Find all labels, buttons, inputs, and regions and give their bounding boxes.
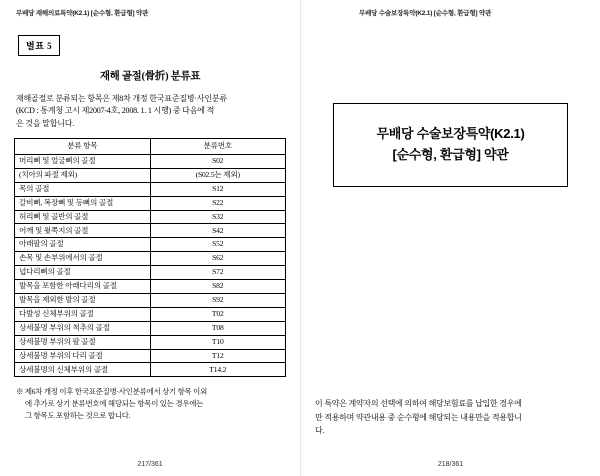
policy-footer-note [315, 397, 586, 438]
cell-classification-code: T12 [150, 349, 286, 363]
table-row [15, 349, 286, 363]
page-title-left: 재해 골절(骨折) 분류표 [99, 71, 201, 82]
note-line-3: 그 항목도 포함하는 것으로 합니다. [25, 411, 131, 421]
footer-line-1: 이 특약은 계약자의 선택에 의하여 해당보험료를 납입한 경우에 [315, 399, 522, 409]
cell-classification-name: 머리뼈 및 얼굴뼈의 골절 [15, 154, 151, 168]
table-row [15, 293, 286, 307]
cell-classification-code: S02 [150, 154, 286, 168]
cell-classification-code: S52 [150, 238, 286, 252]
column-header-code: 분류번호 [150, 139, 286, 155]
cell-classification-name: 목의 골절 [15, 182, 151, 196]
cell-classification-name: 발목을 포함한 아래다리의 골절 [15, 280, 151, 294]
cell-classification-code: T10 [150, 335, 286, 349]
cell-classification-name: 상세불명의 신체부위의 골절 [15, 363, 151, 377]
cell-classification-code: T08 [150, 321, 286, 335]
cell-classification-code: (S02.5는 제외) [150, 168, 286, 182]
table-label-badge: 별표 5 [18, 35, 60, 56]
table-row [15, 224, 286, 238]
footer-line-2: 만 적용하며 약관내용 중 순수형에 해당되는 내용만을 적용합니 [315, 412, 522, 422]
cell-classification-name: 상세불명 부위의 척추의 골절 [15, 321, 151, 335]
cell-classification-code: S42 [150, 224, 286, 238]
table-row [15, 307, 286, 321]
cell-classification-name: 상세불명 부위의 팔 골절 [15, 335, 151, 349]
running-head-left: 무배당 재해의료특약(K2.1) [순수형, 환급형] 약관 [16, 10, 149, 17]
table-row [15, 154, 286, 168]
cell-classification-name: (치아의 파절 제외) [15, 168, 151, 182]
table-row [15, 363, 286, 377]
cell-classification-code: S22 [150, 196, 286, 210]
cell-classification-name: 상세불명 부위의 다리 골절 [15, 349, 151, 363]
table-row [15, 321, 286, 335]
table-header-row [15, 139, 286, 155]
table-row [15, 210, 286, 224]
table-row [15, 238, 286, 252]
column-header-name: 분류 항목 [15, 139, 151, 155]
intro-line-1: 재해골절로 분류되는 항목은 제8차 개정 한국표준질병·사인분류 [16, 94, 227, 103]
cell-classification-code: S62 [150, 252, 286, 266]
cell-classification-name: 아래팔의 골절 [15, 238, 151, 252]
table-body [15, 154, 286, 377]
table-note [16, 386, 284, 422]
table-row [15, 266, 286, 280]
table-row [15, 280, 286, 294]
intro-paragraph [16, 93, 284, 130]
intro-line-3: 은 것을 말합니다. [16, 118, 75, 128]
table-row [15, 252, 286, 266]
cell-classification-name: 손목 및 손부위에서의 골절 [15, 252, 151, 266]
cell-classification-name: 발목을 제외한 발의 골절 [15, 293, 151, 307]
table-row [15, 196, 286, 210]
fracture-classification-table [14, 138, 286, 377]
cell-classification-code: S72 [150, 266, 286, 280]
cell-classification-code: S82 [150, 280, 286, 294]
cell-classification-name: 넙다리뼈의 골절 [15, 266, 151, 280]
policy-title-line-2: [순수형, 환급형] 약관 [392, 146, 509, 162]
page-number-left: 217/361 [137, 461, 163, 468]
intro-line-2: (KCD : 통계청 고시 제2007-4호, 2008. 1. 1 시행) 중 다음에 적 [16, 106, 215, 116]
table-row [15, 182, 286, 196]
cell-classification-name: 갈비뼈, 복장뼈 및 등뼈의 골절 [15, 196, 151, 210]
page-number-right: 218/361 [437, 461, 464, 468]
cell-classification-name: 다발성 신체부위의 골절 [15, 307, 151, 321]
note-line-2: 에 추가로 상기 분류번호에 해당되는 항목이 있는 경우에는 [25, 399, 204, 409]
footer-line-3: 다. [315, 426, 325, 436]
cell-classification-code: T14.2 [150, 363, 286, 377]
policy-title-box [333, 103, 568, 187]
cell-classification-code: S12 [150, 182, 286, 196]
running-head-right: 무배당 수술보장특약(K2.1) [순수형, 환급형] 약관 [359, 10, 492, 17]
cell-classification-name: 어깨 및 윗쪽지의 골절 [15, 224, 151, 238]
cell-classification-code: T02 [150, 307, 286, 321]
cell-classification-code: S32 [150, 210, 286, 224]
table-row [15, 168, 286, 182]
cell-classification-name: 허리뼈 및 골반의 골절 [15, 210, 151, 224]
policy-title-line-1: 무배당 수술보장특약(K2.1) [376, 126, 525, 141]
note-line-1: ※ 제6차 개정 이후 한국표준질병·사인분류에서 상기 항목 이외 [16, 387, 208, 397]
page-right [300, 0, 600, 476]
table-row [15, 335, 286, 349]
cell-classification-code: S92 [150, 293, 286, 307]
